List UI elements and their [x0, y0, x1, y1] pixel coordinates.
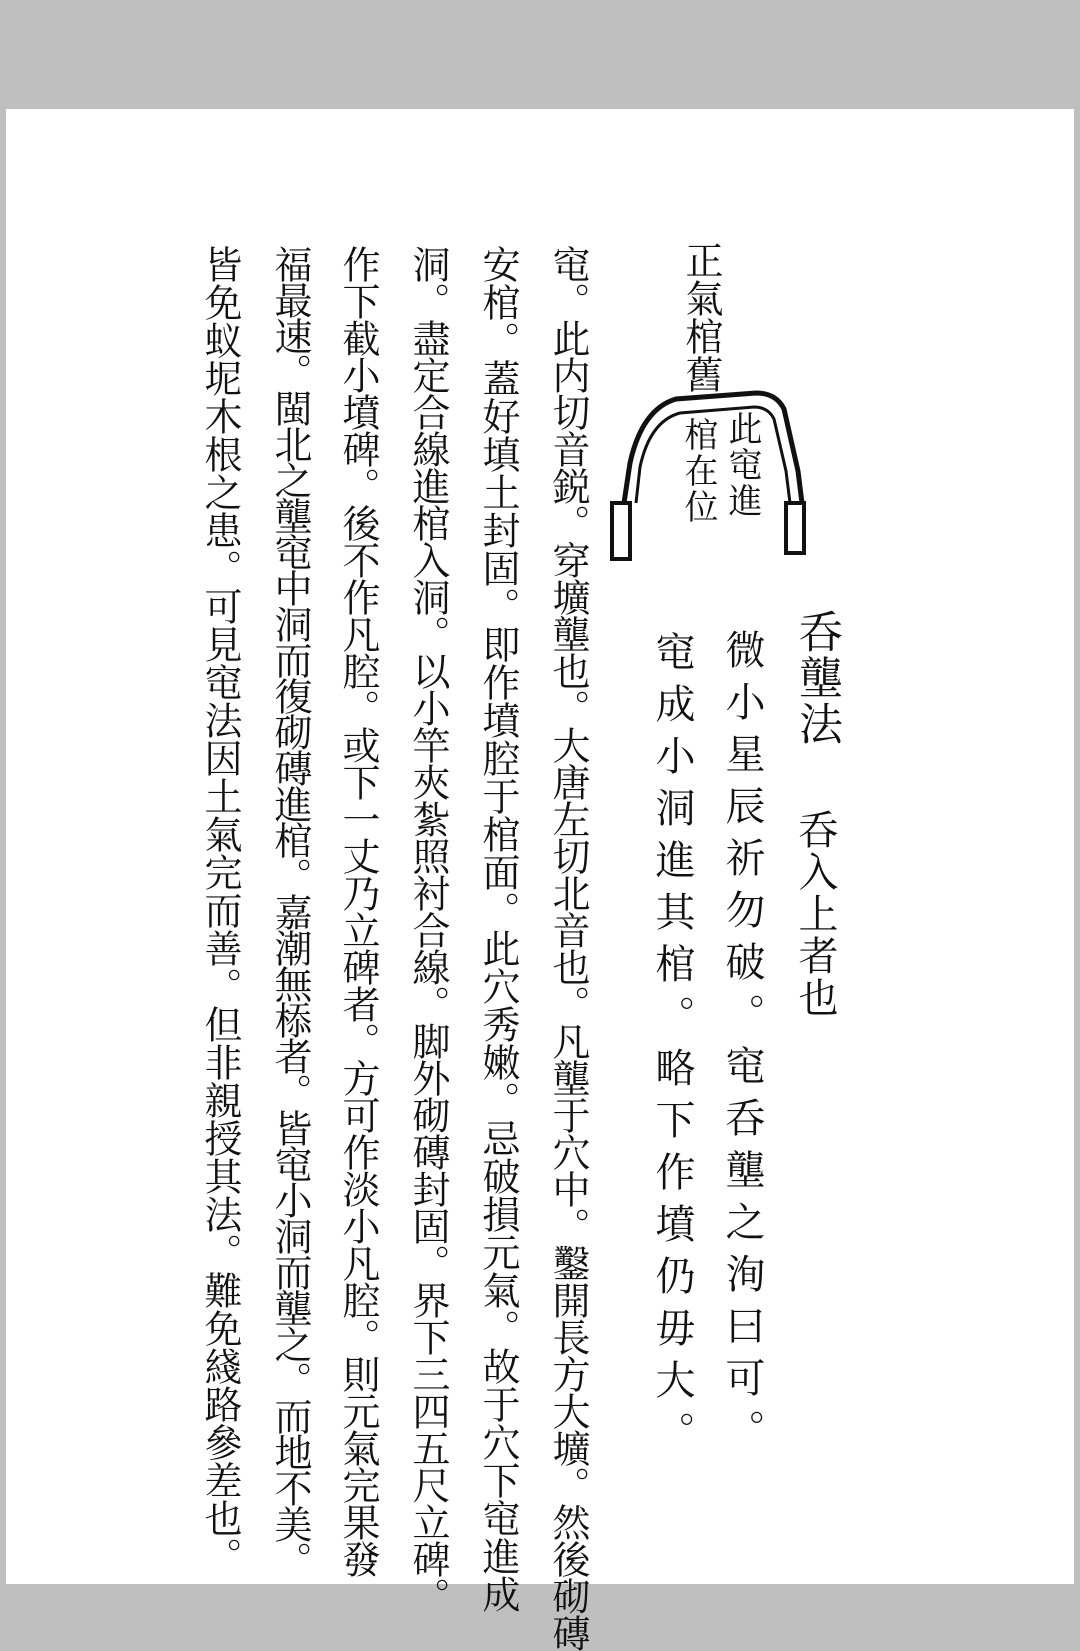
- section-title: 呑壟法: [791, 609, 842, 747]
- commentary-line-6: 皆免蚁坭木根之患。可見窀法因土氣完而善。但非親授其法。難免綫路參差也。: [198, 245, 242, 1575]
- commentary-line-5: 福最速。閩北之壟窀中洞而復砌磚進棺。嘉潮無㮇者。皆窀小洞而壟之。而地不美。: [268, 245, 312, 1577]
- diagram-heading: 正氣棺舊: [679, 241, 723, 393]
- verse-line-1: 微小星辰祈勿破。窀呑壟之洵曰可。: [719, 629, 765, 1461]
- commentary-line-3: 洞。盡定合線進棺入洞。以小竿夾紮照衬合線。脚外砌磚封固。界下三四五尺立碑。: [406, 245, 450, 1614]
- commentary-line-2: 安棺。蓋好填土封固。即作墳腔于棺面。此穴秀嫩。忌破損元氣。故于穴下窀進成: [476, 245, 520, 1613]
- section-title-note: 呑入上者也: [792, 809, 838, 1019]
- commentary-line-1: 窀。此内切音鋭。穿壙壟也。大唐左切北音也。凡壟于穴中。鑿開長方大壙。然後砌磚: [546, 245, 590, 1651]
- commentary-line-4: 作下截小墳碑。後不作凡腔。或下一丈乃立碑者。方可作淡小凡腔。則元氣完果發: [336, 245, 380, 1577]
- diagram-inner-column-1: 此窀進: [722, 411, 762, 519]
- document-page: [6, 109, 1074, 1651]
- diagram-inner-column-2: 棺在位: [678, 417, 718, 525]
- verse-line-2: 窀成小洞進其棺。略下作墳仍毋大。: [649, 631, 695, 1463]
